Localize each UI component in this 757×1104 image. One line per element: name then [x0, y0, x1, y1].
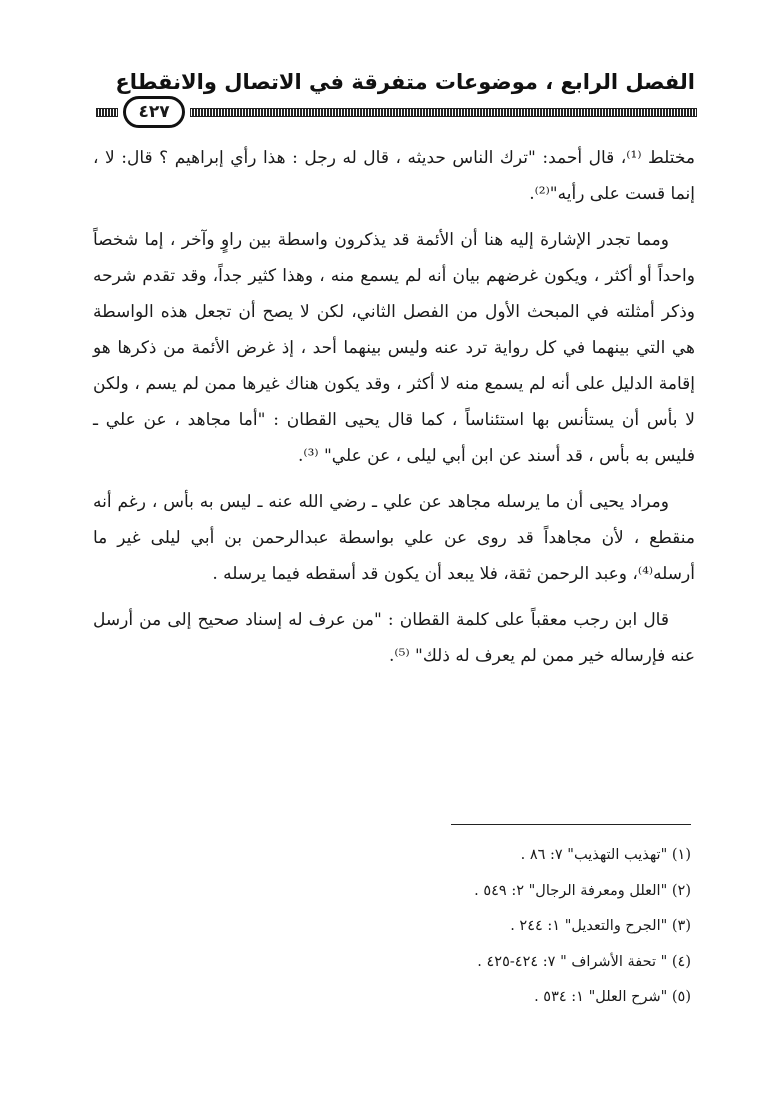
page-number-badge — [118, 96, 190, 126]
footnote: (٢) "العلل ومعرفة الرجال" ٢: ٥٤٩ . — [474, 882, 691, 899]
footnote: (٤) " تحفة الأشراف " ٧: ٤٢٤-٤٢٥ . — [477, 953, 691, 970]
main-text — [93, 140, 695, 684]
footnote: (١) "تهذيب التهذيب" ٧: ٨٦ . — [520, 847, 691, 863]
paragraph: ومما تجدر الإشارة إليه هنا أن الأئمة قد يذكرون واسطة بين راوٍ وآخر ، إما شخصاً واحداً أو أكثر ، ويكون غرضهم بيان أنه لم يسمع منه ، وهذا كثير جداً، وقد تقدم شرحه وذكر أمثلته في المبحث الأول من الفصل الثاني، لكن لا يصح أن تجعل هذه الواسطة هي التي بينهما في كل رواية ترد عنه وليس بينهما أحد ، إذ غرض الأئمة من ذكرها هو إقامة الدليل على أنه لم يسمع منه لا أكثر ، وقد يكون هناك غيرها ممن لم يسم ، ولكن لا بأس أن يستأنس بها استئناساً ، كما قال يحيى القطان : "أما مجاهد ، عن علي ـ فليس به بأس ، قد أسند عن ابن أبي ليلى ، عن علي" ⁽³⁾. — [93, 230, 695, 466]
footnotes — [200, 838, 691, 1016]
footnote: (٥) "شرح العلل" ١: ٥٣٤ . — [534, 989, 691, 1005]
footnote-separator — [451, 824, 691, 825]
page-number: ٤٢٧ — [123, 96, 185, 128]
paragraph: قال ابن رجب معقباً على كلمة القطان : "من عرف له إسناد صحيح إلى من أرسل عنه فإرساله خير ممن لم يعرف له ذلك" ⁽⁵⁾. — [93, 610, 695, 666]
running-header-title: الفصل الرابع ، موضوعات متفرقة في الاتصال والانقطاع — [115, 70, 695, 94]
paragraph: مختلط ⁽¹⁾، قال أحمد: "ترك الناس حديثه ، قال له رجل : هذا رأي إبراهيم ؟ قال: لا ، إنما قست على رأيه"⁽²⁾. — [93, 148, 695, 204]
paragraph: ومراد يحيى أن ما يرسله مجاهد عن علي ـ رضي الله عنه ـ ليس به بأس ، رغم أنه منقطع ، لأن مجاهداً قد روى عن علي بواسطة عبدالرحمن بن أبي ليلى غير ما أرسله⁽⁴⁾، وعبد الرحمن ثقة، فلا يبعد أن يكون قد أسقطه فيما يرسله . — [93, 492, 695, 584]
header-rule-left — [96, 108, 118, 117]
footnote: (٣) "الجرح والتعديل" ١: ٢٤٤ . — [510, 918, 691, 934]
